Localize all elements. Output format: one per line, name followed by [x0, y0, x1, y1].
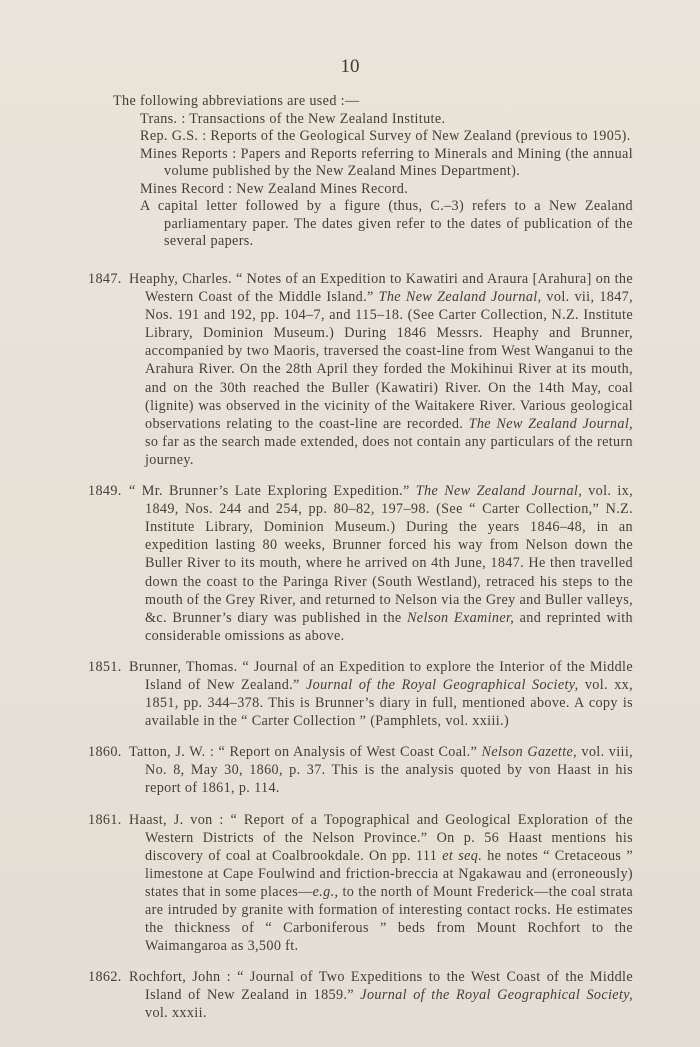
bibliography-entry	[88, 270, 633, 469]
entry-text: vol. ix, 1849, Nos. 244 and 254, pp. 80–82, 197–98. (See “ Carter Collection,” N.Z. Institute Library, Dominion Museum.) During the years 1846–48, in an expedition lasting 80 weeks, Brunner forced his way from Nelson down the Buller River to its mouth, where he arrived on 4th June, 1847. He then travelled down the coast to the Paringa River (South Westland), retraced his steps to the mouth of the Grey River, and returned to Nelson via the Grey and Buller valleys, &c. Brunner’s diary was published in the	[145, 483, 634, 626]
entry-italic-title: Journal of the Royal Geographical Society,	[306, 676, 579, 693]
bibliography-entry	[88, 968, 633, 1022]
abbreviation-mines-reports: Mines Reports : Papers and Reports referring to Minerals and Mining (the annual volume published by the New Zealand Mines Department).	[140, 145, 633, 179]
entry-italic-title: The New Zealand Journal,	[415, 483, 583, 500]
entry-year: 1849.	[88, 483, 122, 500]
entry-text: to the north of Mount Frederick—the coal strata are intruded by granite with formation of interesting contact rocks. He estimates the thickness of “ Carboniferous ” beds from Mount Rochfort to the Waimangaroa as 3,500 ft.	[145, 883, 633, 955]
entry-year: 1847.	[88, 271, 122, 287]
entry-text: Tatton, J. W. : “ Report on Analysis of West Coast Coal.”	[129, 744, 482, 761]
abbreviation-mines-record: Mines Record : New Zealand Mines Record.	[140, 180, 409, 197]
entry-text: Brunner, Thomas. “ Journal of an Expedition to explore the Interior of the Middle Island of New Zealand.”	[129, 658, 633, 693]
abbreviations-section	[113, 93, 633, 251]
bibliography-entry	[88, 482, 633, 645]
entry-text: “ Mr. Brunner’s Late Exploring Expedition.”	[129, 483, 416, 500]
bibliography-entry	[88, 658, 633, 730]
entry-italic-title: e.g.,	[312, 883, 339, 900]
entry-year: 1862.	[88, 969, 122, 986]
entry-text: and reprinted with considerable omissions as above.	[145, 609, 633, 644]
bibliography-entries	[88, 270, 633, 1036]
entry-year: 1861.	[88, 811, 122, 828]
entry-italic-title: The New Zealand Journal,	[468, 415, 634, 432]
entry-italic-title: The New Zealand Journal,	[378, 289, 542, 306]
entry-italic-title: Nelson Examiner,	[406, 609, 515, 626]
entry-text: vol. xxxii.	[145, 1005, 207, 1022]
abbreviation-trans: Trans. : Transactions of the New Zealand Institute.	[140, 110, 446, 127]
abbreviation-rep-gs: Rep. G.S. : Reports of the Geological Survey of New Zealand (previous to 1905).	[140, 128, 631, 144]
bibliography-entry	[88, 811, 633, 956]
entry-italic-title: Journal of the Royal Geographical Society,	[360, 987, 634, 1004]
entry-text: vol. viii, No. 8, May 30, 1860, p. 37. This is the analysis quoted by von Haast in his report of 1861, p. 114.	[145, 744, 634, 797]
entry-year: 1860.	[88, 744, 122, 761]
entry-text: vol. xx, 1851, pp. 344–378. This is Brunner’s diary in full, mentioned above. A copy is available in the “ Carter Collection ” (Pamphlets, vol. xxiii.)	[145, 676, 634, 730]
entry-text: vol. vii, 1847, Nos. 191 and 192, pp. 104–7, and 115–18. (See Carter Collection, N.Z. Institute Library, Dominion Museum.) During 1846 Messrs. Heaphy and Brunner, accompanied by two Maoris, traversed the coast-line from West Wanganui to the Arahura River. On the 28th April they forded the Mokihinui River at its mouth, and on the 30th reached the Buller (Kawatiri) River. On the 14th May, coal (lignite) was observed in the vicinity of the Waitakere River. Various geological observations relating to the coast-line are recorded.	[145, 289, 633, 432]
entry-year: 1851.	[88, 658, 122, 675]
bibliography-entry	[88, 743, 633, 797]
entry-italic-title: et seq.	[442, 847, 483, 864]
entry-text: Haast, J. von : “ Report of a Topographical and Geological Exploration of the Western Districts of the Nelson Province.” On p. 56 Haast mentions his discovery of coal at Coalbrookdale. On pp. 111	[129, 811, 633, 864]
entry-text: so far as the search made extended, does not contain any particulars of the return journey.	[145, 433, 633, 468]
entry-text: Rochfort, John : “ Journal of Two Expeditions to the West Coast of the Middle Island of New Zealand in 1859.”	[129, 969, 633, 1004]
page-number: 10	[340, 56, 360, 77]
entry-text: Heaphy, Charles. “ Notes of an Expedition to Kawatiri and Araura [Arahura] on the Western Coast of the Middle Island.”	[129, 271, 633, 306]
entry-italic-title: Nelson Gazette,	[481, 744, 578, 761]
abbreviation-parliamentary-paper: A capital letter followed by a figure (thus, C.–3) refers to a New Zealand parliamentary paper. The dates given refer to the dates of publication of the several papers.	[140, 198, 633, 249]
entry-text: he notes “ Cretaceous ” limestone at Cape Foulwind and friction-breccia at Ngakawau and (erroneously) states that in some places—	[145, 847, 634, 900]
abbreviations-intro: The following abbreviations are used :—	[113, 93, 360, 109]
